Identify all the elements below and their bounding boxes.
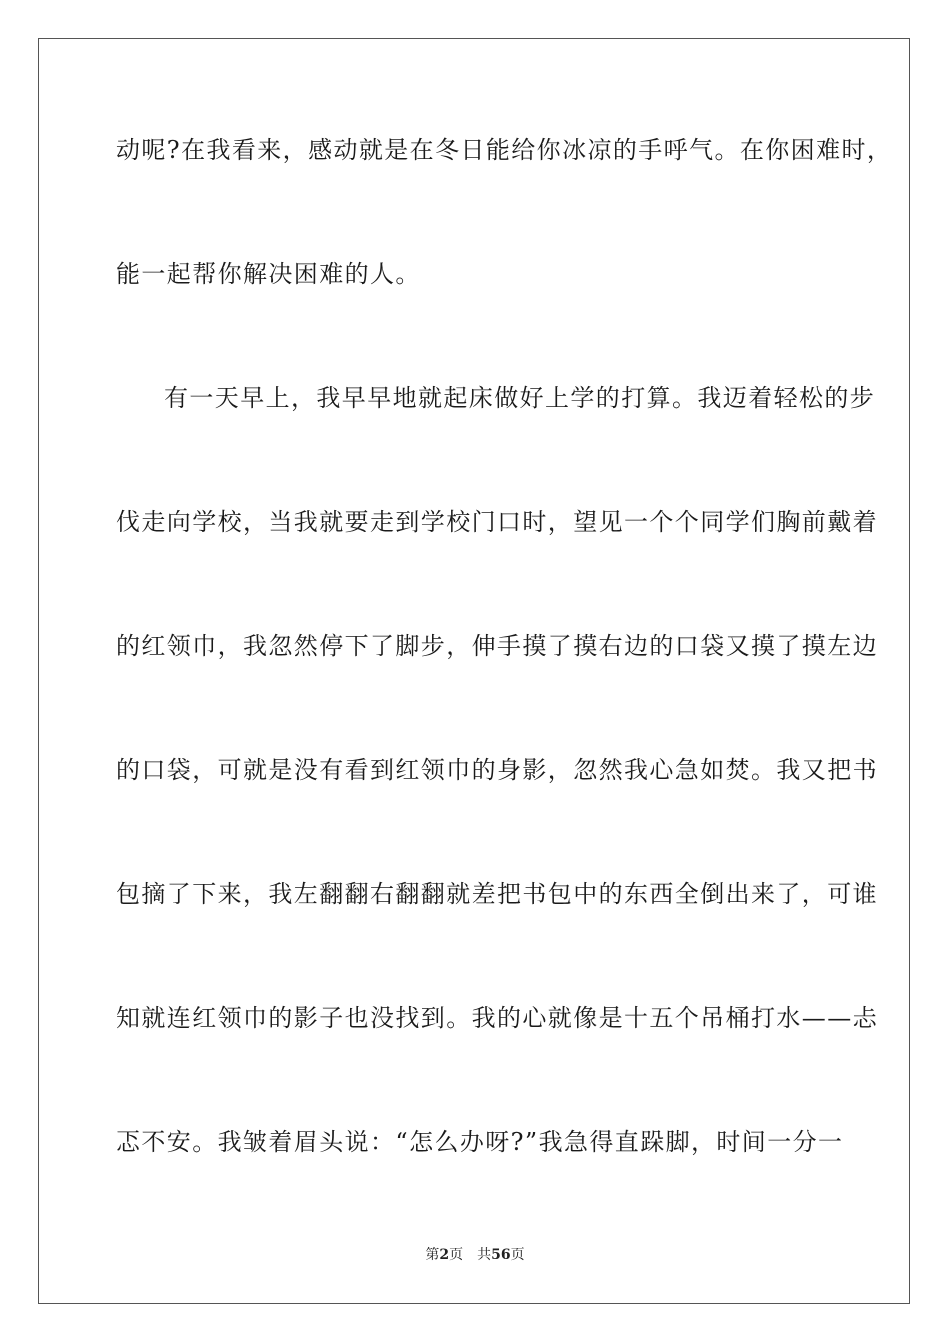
page-footer: [0, 1246, 950, 1264]
text-line: 动呢?在我看来，感动就是在冬日能给你冰凉的手呼气。在你困难时，: [116, 136, 893, 164]
text-line: 包摘了下来，我左翻翻右翻翻就差把书包中的东西全倒出来了，可谁: [116, 880, 878, 908]
text-line: 的红领巾，我忽然停下了脚步，伸手摸了摸右边的口袋又摸了摸左边: [116, 632, 878, 660]
page-prefix: 第: [425, 1247, 440, 1263]
text-line: 有一天早上，我早早地就起床做好上学的打算。我迈着轻松的步: [164, 384, 876, 412]
text-line: 知就连红领巾的影子也没找到。我的心就像是十五个吊桶打水——忐: [116, 1004, 878, 1032]
text-line: 能一起帮你解决困难的人。: [116, 260, 421, 288]
total-prefix: 共: [477, 1247, 492, 1263]
total-pages: 56: [491, 1247, 511, 1263]
page-border: [38, 38, 910, 1304]
total-suffix: 页: [510, 1247, 525, 1263]
page-suffix: 页: [449, 1247, 464, 1263]
page-number: 2: [439, 1247, 450, 1263]
text-line: 伐走向学校，当我就要走到学校门口时，望见一个个同学们胸前戴着: [116, 508, 878, 536]
text-line: 忑不安。我皱着眉头说：“怎么办呀?”我急得直跺脚，时间一分一: [116, 1128, 844, 1156]
text-line: 的口袋，可就是没有看到红领巾的身影，忽然我心急如焚。我又把书: [116, 756, 878, 784]
